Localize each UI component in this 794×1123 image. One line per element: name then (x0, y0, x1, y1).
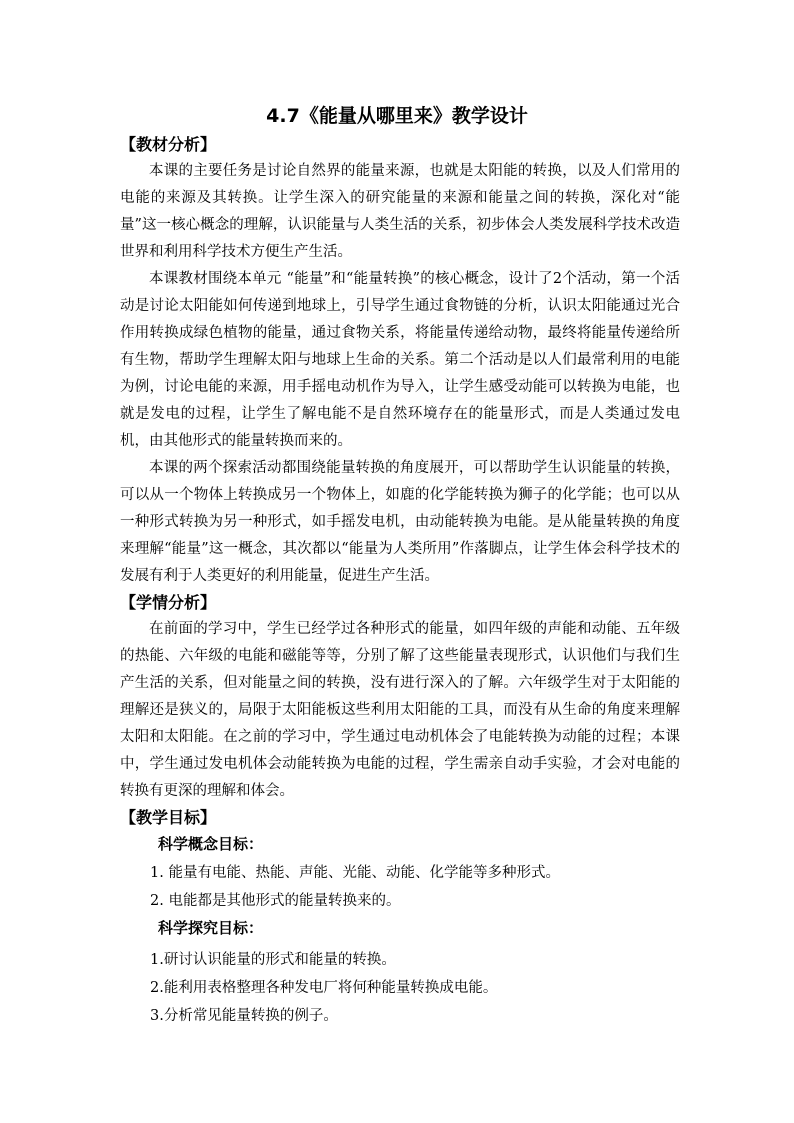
inquiry-goal-item-3: 3.分析常见能量转换的例子。 (150, 1008, 338, 1024)
material-paragraph-3: 本课的两个探索活动都围绕能量转换的角度展开，可以帮助学生认识能量的转换，可以从一个物体上转换成另一个物体上，如鹿的化学能转换为狮子的化学能；也可以从一种形式转换为另一种形式，如手摇发电机，由动能转换为电能。是从能量转换的角度来理解“能量”这一概念，其次都以“能量为人类所用”作落脚点，让学生体会科学技术的发展有利于人类更好的利用能量，促进生产生活。 (120, 460, 680, 584)
students-paragraph-1: 在前面的学习中，学生已经学过各种形式的能量，如四年级的声能和动能、五年级的热能、六年级的电能和磁能等等，分别了解了这些能量表现形式，认识他们与我们生产生活的关系，但对能量之间的转换，没有进行深入的了解。六年级学生对于太阳能的理解还是狭义的，局限于太阳能板这些利用太阳能的工具，而没有从生命的角度来理解太阳和太阳能。在之前的学习中，学生通过电动机体会了电能转换为动能的过程；本课中，学生通过发电机体会动能转换为电能的过程，学生需亲自动手实验，才会对电能的转换有更深的理解和体会。 (120, 621, 680, 799)
material-paragraph-1: 本课的主要任务是讨论自然界的能量来源，也就是太阳能的转换，以及人们常用的电能的来源及其转换。让学生深入的研究能量的来源和能量之间的转换，深化对“能量”这一核心概念的理解，认识能量与人类生活的关系，初步体会人类发展科学技术改造世界和利用科学技术方便生产生活。 (120, 163, 680, 260)
section-heading-material: 【教材分析】 (120, 135, 217, 154)
material-paragraph-2: 本课教材围绕本单元 “能量”和“能量转换”的核心概念，设计了2个活动，第一个活动是讨论太阳能如何传递到地球上，引导学生通过食物链的分析，认识太阳能通过光合作用转换成绿色植物的能量，通过食物关系，将能量传递给动物，最终将能量传递给所有生物，帮助学生理解太阳与地球上生命的关系。第二个活动是以人们最常利用的电能为例，讨论电能的来源，用手摇电动机作为导入，让学生感受动能可以转换为电能，也就是发电的过程，让学生了解电能不是自然环境存在的能量形式，而是人类通过发电机，由其他形式的能量转换而来的。 (120, 271, 680, 449)
section-heading-goals: 【教学目标】 (120, 808, 217, 827)
inquiry-goals-label: 科学探究目标： (158, 919, 264, 937)
concept-goal-item-2: 2. 电能都是其他形式的能量转换来的。 (150, 893, 401, 909)
concept-goals-label: 科学概念目标： (158, 835, 264, 853)
section-heading-students: 【学情分析】 (120, 593, 217, 612)
inquiry-goal-item-1: 1.研讨认识能量的形式和能量的转换。 (150, 952, 396, 968)
inquiry-goal-item-2: 2.能利用表格整理各种发电厂将何种能量转换成电能。 (150, 980, 498, 996)
concept-goal-item-1: 1. 能量有电能、热能、声能、光能、动能、化学能等多种形式。 (150, 865, 560, 881)
document-title: 4.7《能量从哪里来》教学设计 (266, 105, 528, 127)
document-body (120, 132, 680, 1030)
